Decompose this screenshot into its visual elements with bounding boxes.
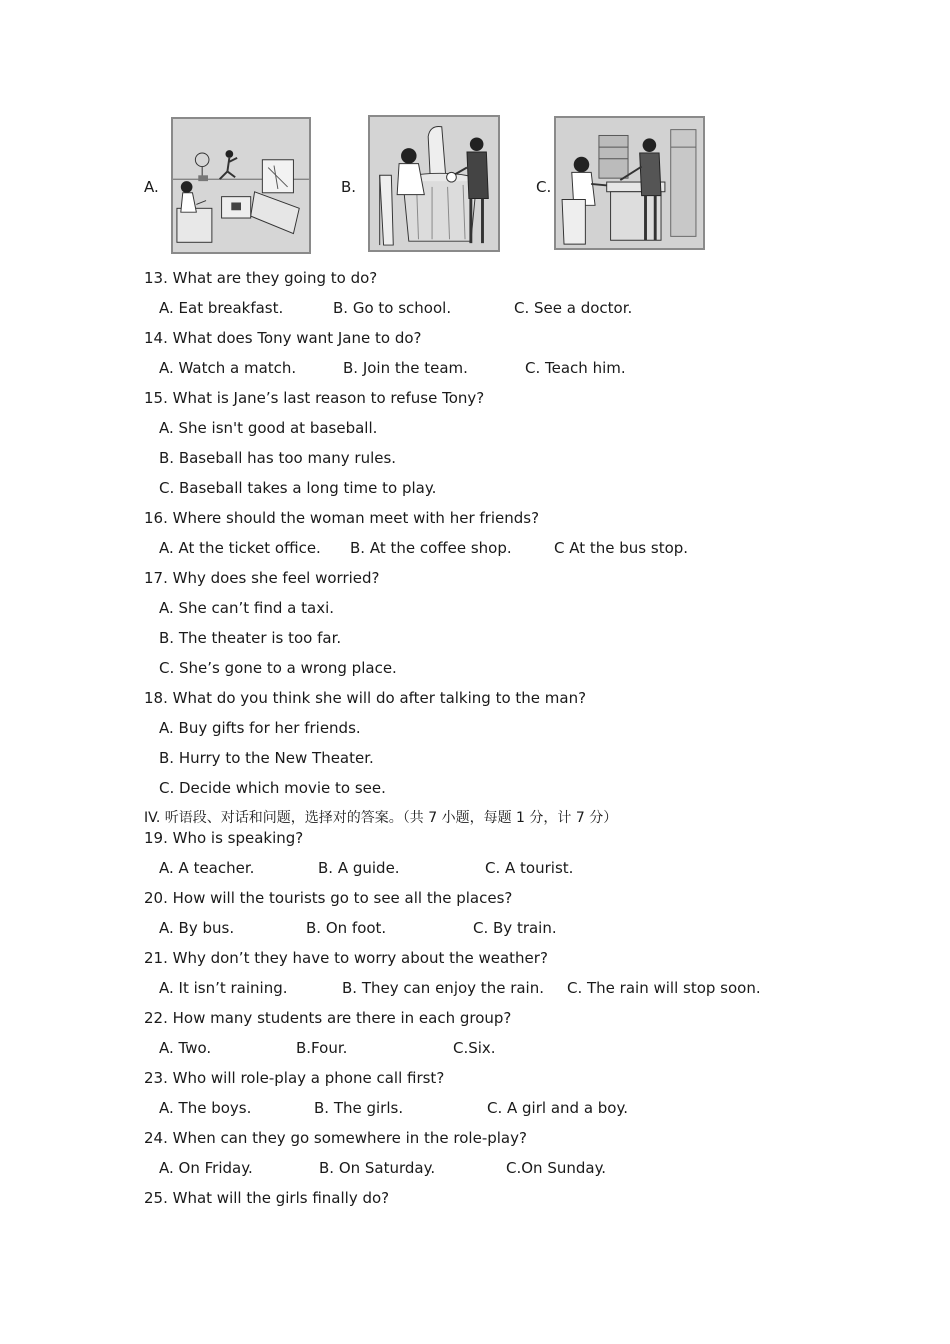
q14-option-c: C. Teach him. <box>525 359 626 377</box>
q24-option-a: A. On Friday. <box>159 1159 253 1177</box>
q20-option-a: A. By bus. <box>159 919 235 937</box>
dining-table-illustration <box>370 117 498 250</box>
question-19: 19. Who is speaking? <box>144 829 304 847</box>
question-24: 24. When can they go somewhere in the role-play? <box>144 1129 527 1147</box>
q21-option-b: B. They can enjoy the rain. <box>342 979 544 997</box>
q17-option-c: C. She’s gone to a wrong place. <box>159 659 397 677</box>
q23-option-c: C. A girl and a boy. <box>487 1099 628 1117</box>
q21-option-c: C. The rain will stop soon. <box>567 979 761 997</box>
q24-option-b: B. On Saturday. <box>319 1159 436 1177</box>
question-18: 18. What do you think she will do after talking to the man? <box>144 689 587 707</box>
picture-a <box>171 117 311 254</box>
question-15: 15. What is Jane’s last reason to refuse Tony? <box>144 389 485 407</box>
question-17: 17. Why does she feel worried? <box>144 569 380 587</box>
q21-option-a: A. It isn’t raining. <box>159 979 288 997</box>
q23-option-b: B. The girls. <box>314 1099 404 1117</box>
q22-option-b: B.Four. <box>296 1039 348 1057</box>
q23-option-a: A. The boys. <box>159 1099 252 1117</box>
q18-option-a: A. Buy gifts for her friends. <box>159 719 361 737</box>
picture-b <box>368 115 500 252</box>
q16-option-a: A. At the ticket office. <box>159 539 321 557</box>
q18-option-b: B. Hurry to the New Theater. <box>159 749 374 767</box>
q19-option-a: A. A teacher. <box>159 859 255 877</box>
question-16: 16. Where should the woman meet with her friends? <box>144 509 540 527</box>
question-21: 21. Why don’t they have to worry about the weather? <box>144 949 548 967</box>
q17-option-a: A. She can’t find a taxi. <box>159 599 335 617</box>
picture-c-label: C. <box>536 178 552 196</box>
question-14: 14. What does Tony want Jane to do? <box>144 329 422 347</box>
q22-option-c: C.Six. <box>453 1039 496 1057</box>
q15-option-a: A. She isn't good at baseball. <box>159 419 378 437</box>
q13-option-a: A. Eat breakfast. <box>159 299 284 317</box>
picture-a-label: A. <box>144 178 159 196</box>
question-13: 13. What are they going to do? <box>144 269 378 287</box>
q14-option-b: B. Join the team. <box>343 359 468 377</box>
q19-option-b: B. A guide. <box>318 859 400 877</box>
q13-option-b: B. Go to school. <box>333 299 452 317</box>
living-room-illustration <box>173 119 309 252</box>
question-22: 22. How many students are there in each group? <box>144 1009 512 1027</box>
q24-option-c: C.On Sunday. <box>506 1159 607 1177</box>
office-desk-illustration <box>556 118 703 248</box>
q16-option-c: C At the bus stop. <box>554 539 689 557</box>
section-iv-heading: IV. 听语段、对话和问题，选择对的答案。（共 7 小题，每题 1 分，计 7 分） <box>144 810 618 826</box>
q18-option-c: C. Decide which movie to see. <box>159 779 386 797</box>
q14-option-a: A. Watch a match. <box>159 359 297 377</box>
question-25: 25. What will the girls finally do? <box>144 1189 390 1207</box>
question-20: 20. How will the tourists go to see all the places? <box>144 889 513 907</box>
q20-option-b: B. On foot. <box>306 919 387 937</box>
q15-option-b: B. Baseball has too many rules. <box>159 449 397 467</box>
q22-option-a: A. Two. <box>159 1039 212 1057</box>
q17-option-b: B. The theater is too far. <box>159 629 342 647</box>
q16-option-b: B. At the coffee shop. <box>350 539 512 557</box>
q19-option-c: C. A tourist. <box>485 859 574 877</box>
q13-option-c: C. See a doctor. <box>514 299 633 317</box>
q20-option-c: C. By train. <box>473 919 557 937</box>
picture-c <box>554 116 705 250</box>
question-23: 23. Who will role-play a phone call first? <box>144 1069 445 1087</box>
picture-b-label: B. <box>341 178 357 196</box>
q15-option-c: C. Baseball takes a long time to play. <box>159 479 437 497</box>
